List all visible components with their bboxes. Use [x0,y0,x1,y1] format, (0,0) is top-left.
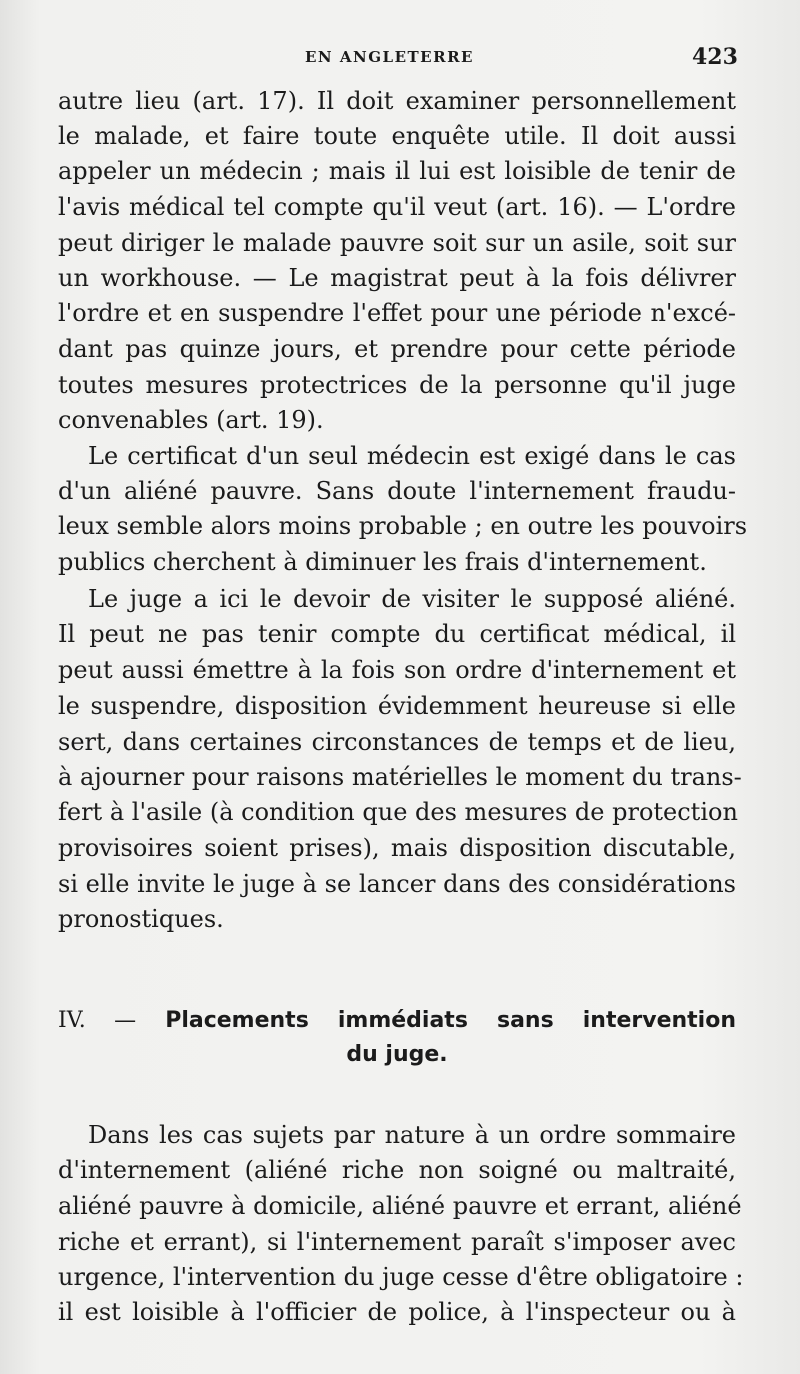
text-line: peut aussi émettre à la fois son ordre d'internement et [58,656,736,684]
section-number: IV. — [58,1008,137,1033]
text-line: Le juge a ici le devoir de visiter le supposé aliéné. [88,585,736,613]
text-line: aliéné pauvre à domicile, aliéné pauvre et errant, aliéné [58,1192,742,1220]
text-line: le malade, et faire toute enquête utile. Il doit aussi [58,122,736,150]
text-line: dant pas quinze jours, et prendre pour cette période [58,335,736,363]
text-line: d'un aliéné pauvre. Sans doute l'internement fraudu- [58,477,736,505]
text-line: appeler un médecin ; mais il lui est loisible de tenir de [58,157,736,185]
text-line: urgence, l'intervention du juge cesse d'être obligatoire : [58,1263,744,1291]
text-line: fert à l'asile (à condition que des mesures de protection [58,798,738,826]
text-line: publics cherchent à diminuer les frais d'internement. [58,548,707,576]
text-line: l'ordre et en suspendre l'effet pour une période n'excé- [58,299,736,327]
text-line: d'internement (aliéné riche non soigné ou maltraité, [58,1156,736,1184]
page-number: 423 [692,44,738,70]
section-title: Placements immédiats sans intervention [165,1008,736,1033]
text-line: il est loisible à l'officier de police, à l'inspecteur ou à [58,1298,736,1326]
text-line: si elle invite le juge à se lancer dans des considérations [58,870,736,898]
text-line: provisoires soient prises), mais disposition discutable, [58,834,736,862]
text-line: peut diriger le malade pauvre soit sur un asile, soit sur [58,229,736,257]
page-header [0,44,800,74]
text-line: l'avis médical tel compte qu'il veut (art. 16). — L'ordre [58,193,736,221]
text-line: convenables (art. 19). [58,406,324,434]
section-heading-line-2: du juge. [346,1042,448,1067]
text-line: à ajourner pour raisons matérielles le moment du trans- [58,763,742,791]
section-heading-line-1 [58,1006,736,1036]
text-line: un workhouse. — Le magistrat peut à la fois délivrer [58,264,736,292]
running-head: EN ANGLETERRE [305,48,474,66]
text-line: leux semble alors moins probable ; en outre les pouvoirs [58,512,748,540]
text-line: autre lieu (art. 17). Il doit examiner personnellement [58,87,736,115]
text-line: le suspendre, disposition évidemment heureuse si elle [58,692,736,720]
text-line: Dans les cas sujets par nature à un ordre sommaire [88,1121,736,1149]
text-line: pronostiques. [58,905,224,933]
text-line: Le certificat d'un seul médecin est exigé dans le cas [88,442,736,470]
text-line: riche et errant), si l'internement paraît s'imposer avec [58,1228,736,1256]
text-line: toutes mesures protectrices de la personne qu'il juge [58,371,736,399]
text-line: sert, dans certaines circonstances de temps et de lieu, [58,728,736,756]
text-line: Il peut ne pas tenir compte du certificat médical, il [58,620,736,648]
